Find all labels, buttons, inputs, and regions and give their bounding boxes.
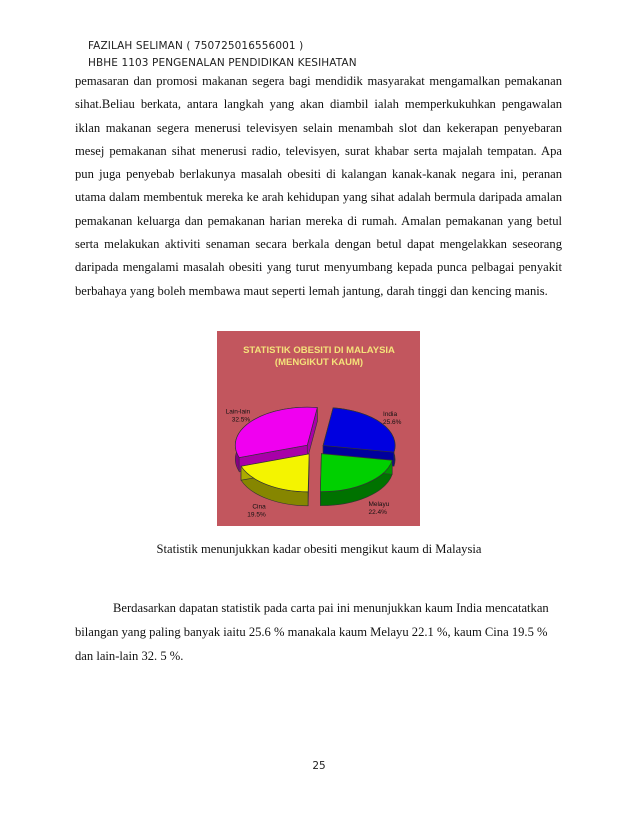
chart-subtitle: (MENGIKUT KAUM) [274, 357, 364, 368]
slice-label-melayu: Melayu [368, 501, 390, 509]
page-number: 25 [312, 760, 326, 772]
page-header [88, 38, 357, 72]
slice-value-lain-lain: 32.5% [231, 416, 251, 424]
slice-value-cina: 19.5% [247, 511, 266, 519]
pie-chart [217, 331, 420, 526]
slice-value-india: 25.6% [383, 419, 402, 427]
body-paragraph-2 [75, 596, 562, 668]
header-course-line: HBHE 1103 PENGENALAN PENDIDIKAN KESIHATAN [88, 57, 357, 69]
slice-value-melayu: 22.4% [368, 509, 387, 517]
chart-caption: Statistik menunjukkan kadar obesiti mengikut kaum di Malaysia [156, 542, 482, 556]
body-paragraph-1: pemasaran dan promosi makanan segera bagi mendidik masyarakat mengamalkan pemakanan sihat.Beliau berkata, antara langkah yang akan diambil ialah memperkukuhkan pengawalan iklan makanan segera menerusi televisyen selain menambah slot dan kekerapan penyebaran mesej pemakanan sihat menerusi radio, televisyen, surat khabar serta majalah tempatan. Apa pun juga penyebab berlakunya masalah obesiti di kalangan kanak-kanak negara ini, peranan utama dalam membentuk mereka ke arah kehidupan yang sihat adalah bermula daripada amalan pemakanan keluarga dan pemakanan harian mereka di rumah. Amalan pemakanan yang betul serta melakukan aktiviti senaman secara berkala dengan betul dapat mengelakkan seseorang daripada mengalami masalah obesiti yang turut menyumbang kepada punca pelbagai penyakit berbahaya yang boleh membawa maut seperti lemah jantung, darah tinggi dan kencing manis. [75, 74, 562, 298]
slice-label-cina: Cina [252, 503, 266, 511]
pie-chart-svg [217, 331, 420, 526]
slice-label-india: India [383, 411, 398, 419]
slice-label-lain-lain: Lain-lain [225, 408, 251, 416]
header-author-line: FAZILAH SELIMAN ( 750725016556001 ) [88, 40, 304, 52]
chart-title: STATISTIK OBESITI DI MALAYSIA [243, 345, 395, 356]
pie-slice-melayu [320, 454, 392, 509]
body-paragraph-2-text: Berdasarkan dapatan statistik pada carta pai ini menunjukkan kaum India mencatatkan bilangan yang paling banyak iaitu 25.6 % manakala kaum Melayu 22.1 %, kaum Cina 19.5 % dan lain-lain 32. 5 %. [75, 601, 549, 663]
